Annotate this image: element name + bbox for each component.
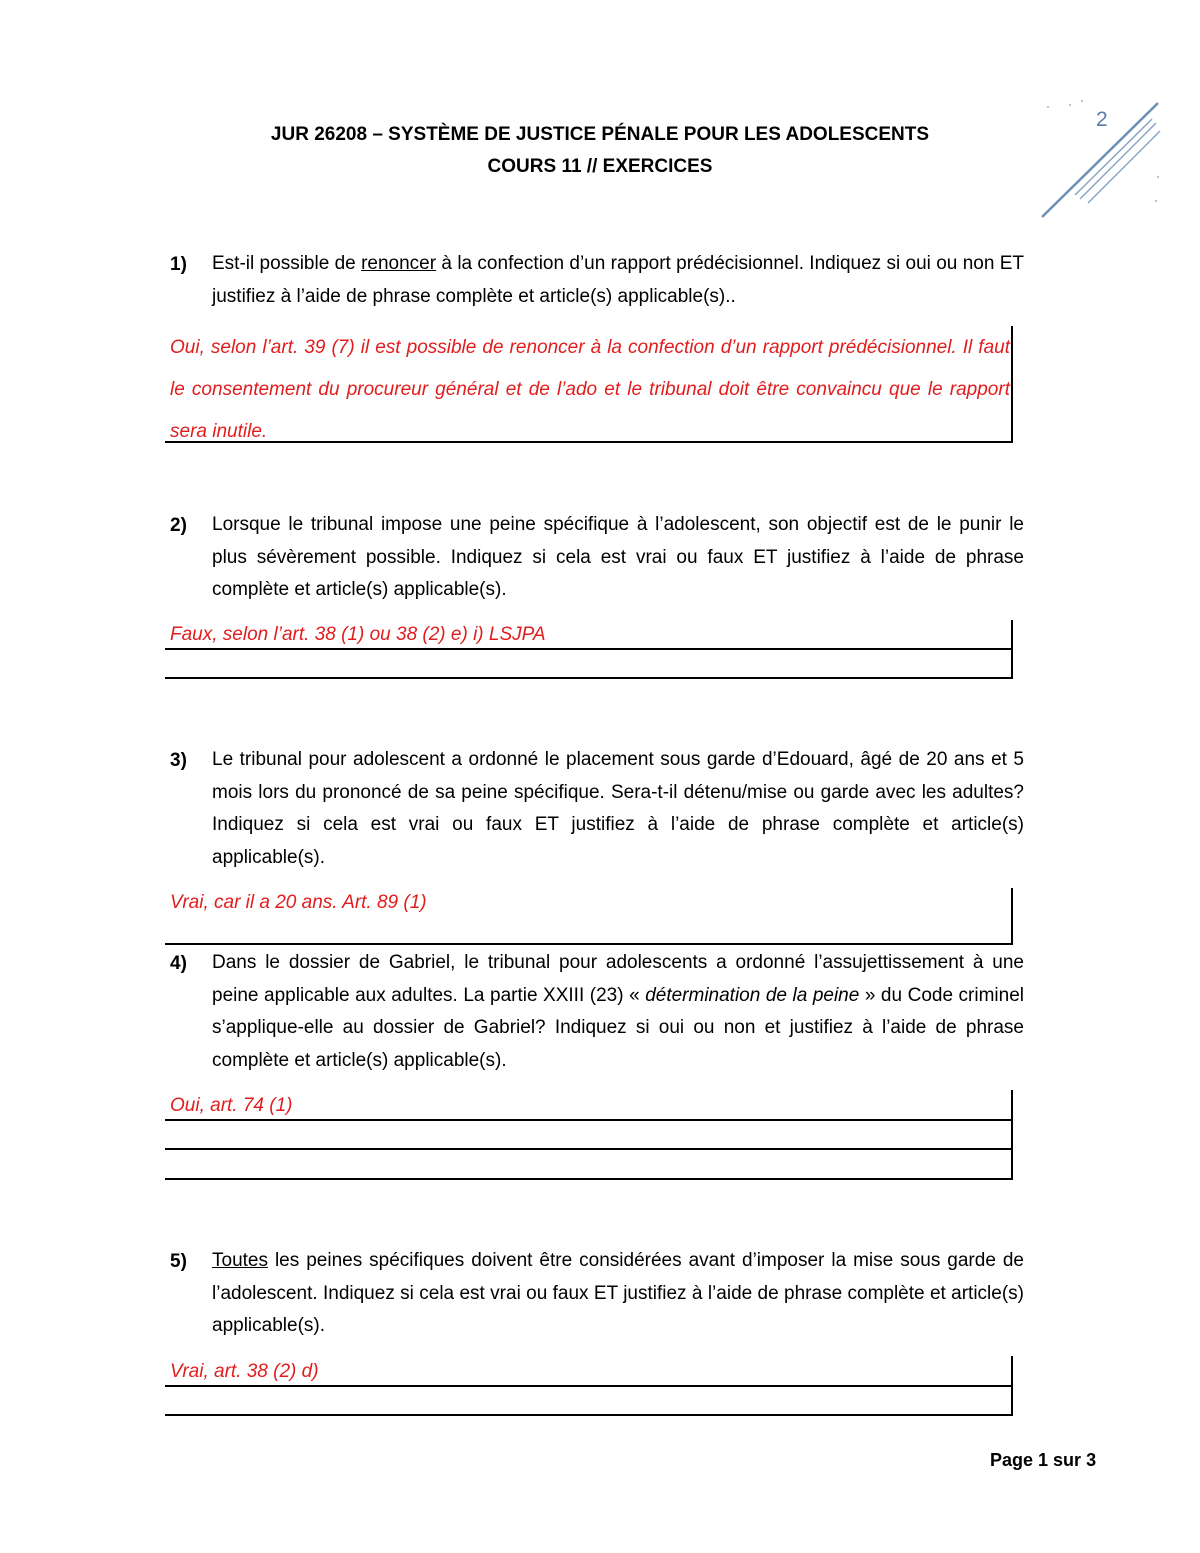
question-1-text bbox=[212, 248, 1024, 313]
answer-box-border bbox=[1011, 888, 1013, 944]
answer-line bbox=[165, 677, 1013, 679]
question-5-text bbox=[212, 1245, 1024, 1343]
question-3-number: 3) bbox=[170, 750, 187, 771]
footer-page-total: 3 bbox=[1086, 1450, 1097, 1470]
question-2-answer: Faux, selon l’art. 38 (1) ou 38 (2) e) i) LSJPA bbox=[170, 624, 546, 645]
footer-page-current: 1 bbox=[1038, 1450, 1049, 1470]
corner-page-mark: 2 bbox=[1096, 108, 1108, 131]
question-1-underlined: renoncer bbox=[361, 253, 437, 274]
answer-line bbox=[165, 1119, 1013, 1121]
question-1-answer: Oui, selon l’art. 39 (7) il est possible de renoncer à la confection d’un rapport prédécisionnel. Il faut le consentement du procureur général et de l’ado et le tribunal doit être convaincu que le rapport sera inutile. bbox=[170, 337, 1010, 442]
question-3-answer: Vrai, car il a 20 ans. Art. 89 (1) bbox=[170, 892, 427, 913]
question-1-text-pre: Est-il possible de bbox=[212, 253, 362, 274]
question-1-number: 1) bbox=[170, 254, 187, 275]
question-4-text-pre: Dans le dossier de Gabriel, le tribunal pour adolescents a ordonné l’assujettissement à une peine applicable aux adultes. La partie XXIII (23) « bbox=[212, 952, 1024, 1006]
question-4-text-post: » du Code criminel s’applique-elle au dossier de Gabriel? Indiquez si oui ou non et justifiez à l’aide de phrase complète et article(s) applicable(s). bbox=[212, 984, 1024, 1071]
answer-line bbox=[165, 648, 1013, 650]
footer-page-label: Page bbox=[990, 1450, 1039, 1470]
question-5-text-post: les peines spécifiques doivent être considérées avant d’imposer la mise sous garde de l’adolescent. Indiquez si cela est vrai ou faux ET justifiez à l’aide de phrase complète et article(s) applicable(s). bbox=[212, 1250, 1024, 1336]
answer-box-border bbox=[1011, 326, 1013, 442]
page-number-footer bbox=[990, 1450, 1096, 1471]
answer-box-border bbox=[1011, 1090, 1013, 1180]
question-4-text bbox=[212, 947, 1024, 1077]
question-5-underlined: Toutes bbox=[212, 1250, 268, 1271]
answer-line bbox=[165, 441, 1013, 443]
answer-line bbox=[165, 1178, 1013, 1180]
question-4-number: 4) bbox=[170, 953, 187, 974]
question-4-italic: détermination de la peine bbox=[645, 984, 860, 1006]
footer-page-sep: sur bbox=[1048, 1450, 1087, 1470]
question-1-text-post: à la confection d’un rapport prédécisionnel. Indiquez si oui ou non ET justifiez à l’aide de phrase complète et article(s) applicable(s).. bbox=[212, 253, 1025, 307]
question-5-number: 5) bbox=[170, 1251, 187, 1272]
document-title: JUR 26208 – SYSTÈME DE JUSTICE PÉNALE POUR LES ADOLESCENTS bbox=[270, 124, 930, 145]
answer-line bbox=[165, 943, 1013, 945]
question-4-answer: Oui, art. 74 (1) bbox=[170, 1095, 293, 1116]
answer-line bbox=[165, 1414, 1013, 1416]
answer-line bbox=[165, 1148, 1013, 1150]
question-2-text: Lorsque le tribunal impose une peine spécifique à l’adolescent, son objectif est de le punir le plus sévèrement possible. Indiquez si cela est vrai ou faux ET justifiez à l’aide de phrase complète et article(s) applicable(s). bbox=[212, 514, 1024, 600]
question-2-number: 2) bbox=[170, 515, 187, 536]
answer-line bbox=[165, 1385, 1013, 1387]
question-5-answer: Vrai, art. 38 (2) d) bbox=[170, 1361, 319, 1382]
question-3-text: Le tribunal pour adolescent a ordonné le placement sous garde d’Edouard, âgé de 20 ans et 5 mois lors du prononcé de sa peine spécifique. Sera-t-il détenu/mise ou garde avec les adultes? Indiquez si cela est vrai ou faux ET justifiez à l’aide de phrase complète et article(s) applicable(s). bbox=[212, 749, 1024, 868]
document-subtitle: COURS 11 // EXERCICES bbox=[487, 156, 713, 177]
